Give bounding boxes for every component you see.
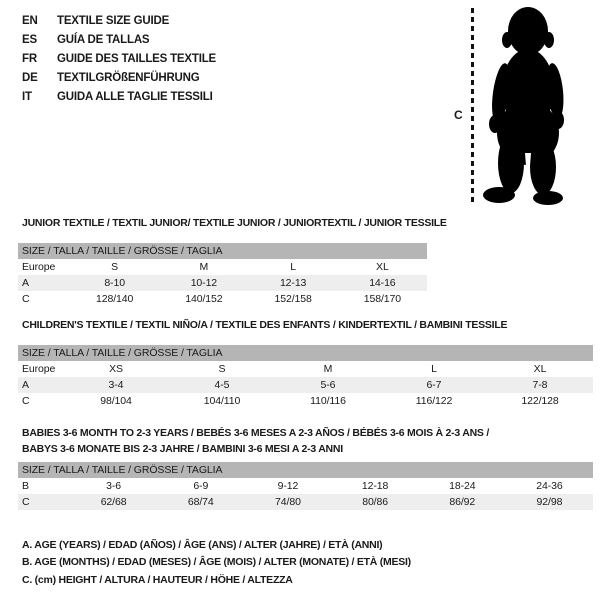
table-cell: M (323, 363, 333, 375)
table-cell: 3-6 (106, 480, 122, 492)
footnote-list (22, 537, 411, 589)
row-label: C (22, 293, 30, 305)
language-code: IT (22, 91, 32, 103)
row-label: C (22, 496, 30, 508)
language-title: TEXTILGRÖßENFÜHRUNG (57, 72, 200, 84)
table-cell: 7-8 (532, 379, 548, 391)
footnote-c: C. (cm) HEIGHT / ALTURA / HAUTEUR / HÖHE / ALTEZZA (22, 573, 293, 586)
language-list (22, 12, 216, 107)
table-cell: L (290, 261, 296, 273)
size-table-header: SIZE / TALLA / TAILLE / GRÖSSE / TAGLIA (18, 345, 593, 361)
table-cell: L (431, 363, 437, 375)
table-cell: 4-5 (214, 379, 230, 391)
row-label: C (22, 395, 30, 407)
table-row (18, 478, 593, 494)
row-label: Europe (22, 363, 56, 375)
language-title: GUÍA DE TALLAS (57, 34, 150, 46)
language-code: FR (22, 53, 37, 65)
table-cell: 116/122 (415, 395, 453, 407)
table-cell: XS (109, 363, 123, 375)
row-label: B (22, 480, 29, 492)
table-cell: XL (533, 363, 547, 375)
table-cell: 98/104 (100, 395, 132, 407)
table-row (18, 259, 427, 275)
table-cell: 68/74 (187, 496, 214, 508)
footnote-b: B. AGE (MONTHS) / EDAD (MESES) / ÂGE (MOIS) / ALTER (MONATE) / ETÀ (MESI) (22, 556, 411, 569)
row-label: A (22, 277, 29, 289)
table-title-line: BABIES 3-6 MONTH TO 2-3 YEARS / BEBÉS 3-6 MESES A 2-3 AÑOS / BÉBÉS 3-6 MOIS À 2-3 ANS / (22, 427, 490, 439)
table-row (18, 393, 593, 409)
table-row (18, 275, 427, 291)
table-row (18, 494, 593, 510)
language-title: TEXTILE SIZE GUIDE (57, 15, 170, 27)
table-row (18, 361, 593, 377)
children-size-table (18, 345, 593, 409)
table-cell: 158/170 (363, 293, 401, 305)
table-cell: 62/68 (100, 496, 127, 508)
language-row (22, 88, 216, 107)
table-title-line: BABYS 3-6 MONATE BIS 2-3 JAHRE / BAMBINI 3-6 MESI A 2-3 ANNI (22, 443, 343, 455)
table-cell: 74/80 (275, 496, 301, 508)
size-table-header: SIZE / TALLA / TAILLE / GRÖSSE / TAGLIA (18, 243, 427, 259)
table-cell: 24-36 (536, 480, 563, 492)
children-table-title (22, 317, 507, 333)
babies-table-title (22, 425, 489, 457)
language-row (22, 69, 216, 88)
table-cell: XL (376, 261, 389, 273)
table-cell: 9-12 (277, 480, 299, 492)
baby-silhouette-icon (481, 5, 573, 207)
table-cell: 140/152 (185, 293, 223, 305)
table-row (18, 377, 593, 393)
table-cell: S (111, 261, 119, 273)
table-cell: 14-16 (369, 277, 396, 289)
language-title: GUIDE DES TAILLES TEXTILE (57, 53, 216, 65)
language-code: DE (22, 72, 38, 84)
language-title: GUIDA ALLE TAGLIE TESSILI (57, 91, 213, 103)
size-table-header: SIZE / TALLA / TAILLE / GRÖSSE / TAGLIA (18, 462, 593, 478)
junior-table-title (22, 215, 447, 231)
language-row (22, 31, 216, 50)
table-cell: 110/116 (310, 395, 346, 407)
language-code: EN (22, 15, 38, 27)
footnote-a: A. AGE (YEARS) / EDAD (AÑOS) / ÂGE (ANS) / ALTER (JAHRE) / ETÀ (ANNI) (22, 539, 383, 551)
table-title-line: CHILDREN'S TEXTILE / TEXTIL NIÑO/A / TEXTILE DES ENFANTS / KINDERTEXTIL / BAMBINI TESSILE (22, 319, 508, 331)
row-label: Europe (22, 261, 56, 273)
table-cell: 6-9 (193, 480, 209, 492)
height-measure-dashed-line (471, 8, 474, 206)
table-cell: 80/86 (362, 496, 388, 508)
table-cell: M (199, 261, 209, 273)
row-label: A (22, 379, 29, 391)
table-cell: 3-4 (108, 379, 124, 391)
table-cell: 152/158 (274, 293, 312, 305)
table-cell: 6-7 (426, 379, 442, 391)
table-cell: 104/110 (203, 395, 241, 407)
language-code: ES (22, 34, 37, 46)
table-cell: 12-13 (279, 277, 307, 289)
table-cell: 122/128 (521, 395, 559, 407)
table-title-line: JUNIOR TEXTILE / TEXTIL JUNIOR/ TEXTILE JUNIOR / JUNIORTEXTIL / JUNIOR TESSILE (22, 217, 447, 229)
language-row (22, 50, 216, 69)
language-row (22, 12, 216, 31)
table-cell: 12-18 (361, 480, 389, 492)
table-cell: 92/98 (536, 496, 563, 508)
babies-size-table (18, 462, 593, 510)
table-row (18, 291, 427, 307)
table-cell: 86/92 (449, 496, 476, 508)
height-measure-label: C (454, 108, 463, 122)
table-cell: 128/140 (95, 293, 134, 305)
table-cell: 5-6 (320, 379, 336, 391)
table-cell: 8-10 (104, 277, 125, 289)
table-cell: 10-12 (190, 277, 218, 289)
table-cell: 18-24 (449, 480, 476, 492)
junior-size-table (18, 243, 427, 307)
table-cell: S (218, 363, 226, 375)
